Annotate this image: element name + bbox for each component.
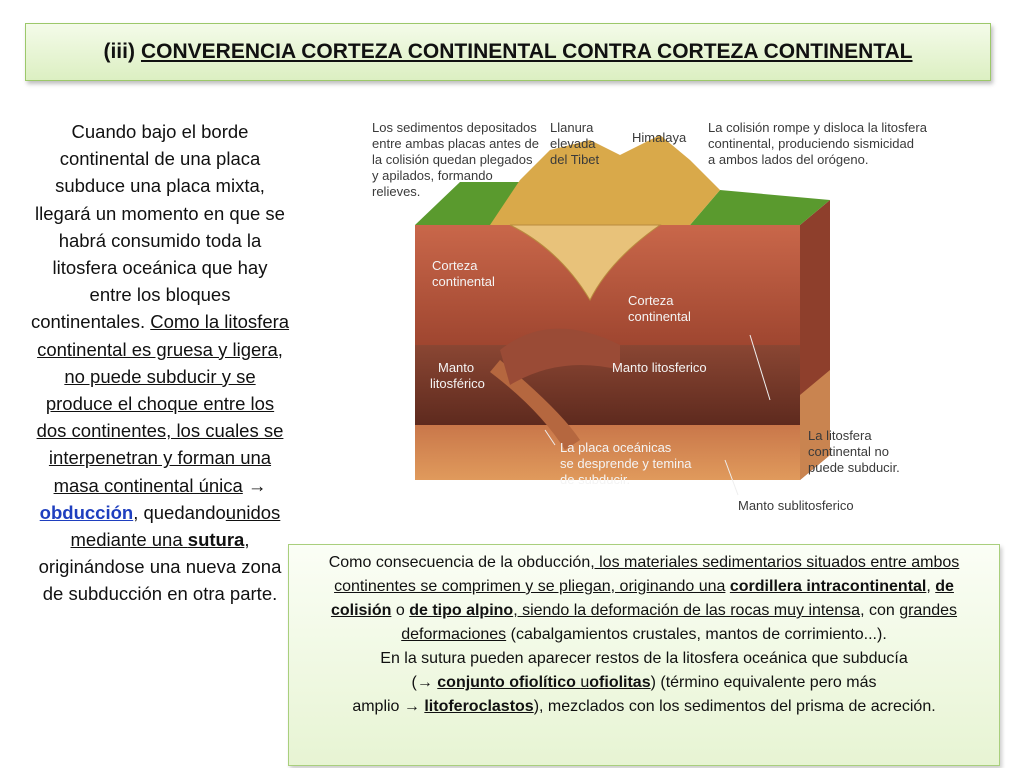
left-text-intro: Cuando bajo el borde continental de una placa subduce una placa mixta, llegará un momento en que se habrá consumido toda la litosfera oceánica que hay entre los bloques continentales. (30, 121, 285, 333)
bottom-underlined-1: , los materiales sedimentarios situados entre ambos continentes se comprimen y se pliegan, originando una (334, 554, 960, 595)
grandes-term: grandes deformaciones (401, 602, 958, 643)
u-connector: u (580, 674, 590, 691)
label-llanura-2: elevada (550, 136, 596, 151)
consequence-box (288, 544, 1000, 766)
alpino-term: de tipo alpino (409, 602, 514, 619)
conjunto-term: conjunto ofiolítico (437, 674, 581, 691)
label-placa-3: de subducir. (560, 472, 631, 487)
label-manto-sublitosferico: Manto sublitosferico (738, 498, 854, 513)
ofiolitas-term: ofiolitas (589, 674, 651, 691)
label-litosfera-3: puede subducir. (808, 460, 900, 475)
label-litosfera-2: continental no (808, 444, 889, 459)
bottom-termino: ) (término equivalente pero más (650, 674, 877, 691)
label-himalaya: Himalaya (632, 130, 687, 145)
left-text-mediante-label: mediante una (70, 529, 188, 551)
label-manto-right: Manto litosferico (612, 360, 707, 375)
bottom-parenthetical: (cabalgamientos crustales, mantos de corrimiento...). (506, 626, 887, 643)
label-corteza-right-1: Corteza (628, 293, 674, 308)
left-text-quedando: , quedando (133, 501, 226, 523)
label-colision-3: a ambos lados del orógeno. (708, 152, 869, 167)
left-text-underlined: Como la litosfera continental es gruesa y ligera, no puede subducir y se produce el choque entre los dos continentes, los cuales se interpenetran y forman una masa continental única (36, 311, 290, 496)
label-corteza-right-2: continental (628, 309, 691, 324)
collision-diagram (360, 110, 960, 530)
label-llanura-1: Llanura (550, 120, 594, 135)
sutura-term: sutura (187, 529, 245, 551)
title-prefix: (iii) (103, 40, 135, 63)
label-colision-1: La colisión rompe y disloca la litosfera (708, 120, 927, 135)
bottom-intro: Como consecuencia de la obducción (328, 554, 591, 571)
label-colision-2: continental, produciendo sismicidad (708, 136, 914, 151)
left-text-mediante (71, 529, 245, 550)
label-sedimentos-3: la colisión quedan plegados (372, 152, 533, 167)
label-placa-1: La placa oceánicas (560, 440, 672, 455)
bottom-arrow-open: (→ (411, 674, 438, 691)
bottom-amplio: amplio → (352, 698, 425, 715)
label-litosfera-1: La litosfera (808, 428, 872, 443)
label-corteza-left-1: Corteza (432, 258, 478, 273)
obduccion-link[interactable]: obducción (39, 501, 134, 523)
slide-title (25, 23, 991, 81)
arrow-glyph: → (242, 474, 267, 496)
label-sedimentos-5: relieves. (372, 184, 421, 199)
bottom-comma: , (926, 578, 936, 595)
left-text-unidos: unidos (225, 501, 281, 523)
bottom-o: o (391, 602, 410, 619)
title-main: CONVERENCIA CORTEZA CONTINENTAL CONTRA CORTEZA CONTINENTAL (140, 40, 913, 63)
label-sedimentos-4: y apilados, formando (372, 168, 493, 183)
label-llanura-3: del Tibet (550, 152, 600, 167)
bottom-sutura-line: En la sutura pueden aparecer restos de la litosfera oceánica que subducía (380, 650, 908, 667)
left-text-end: , originándose una nueva zona de subducción en otra parte. (38, 529, 282, 605)
litoferoclastos-term: litoferoclastos (424, 698, 534, 715)
colision-term: de colisión (330, 578, 954, 619)
label-sedimentos-1: Los sedimentos depositados (372, 120, 537, 135)
label-placa-2: se desprende y temina (560, 456, 692, 471)
label-sedimentos-2: entre ambas placas antes de (372, 136, 539, 151)
label-manto-left-1: Manto (438, 360, 475, 375)
left-paragraph (30, 118, 290, 608)
bottom-underlined-2: , siendo la deformación de las rocas muy intensa (513, 602, 861, 619)
cordillera-term: cordillera intracontinental (729, 578, 927, 595)
bottom-con: , con (860, 602, 900, 619)
label-manto-left-2: litosférico (430, 376, 485, 391)
bottom-end: ), mezclados con los sedimentos del prisma de acreción. (533, 698, 936, 715)
label-corteza-left-2: continental (432, 274, 495, 289)
